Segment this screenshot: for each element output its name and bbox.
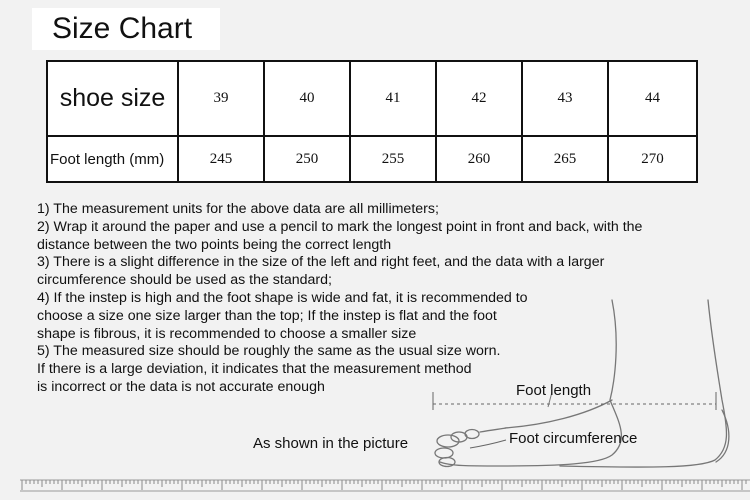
table-cell: 41 <box>350 61 436 136</box>
table-cell: 260 <box>436 136 522 182</box>
note-line: shape is fibrous, it is recommended to choose a smaller size <box>37 325 417 342</box>
note-line: is incorrect or the data is not accurate enough <box>37 378 325 395</box>
table-cell: 43 <box>522 61 608 136</box>
ruler-icon <box>20 470 750 492</box>
table-cell: 245 <box>178 136 264 182</box>
circumference-pointer <box>470 440 506 448</box>
table-cell: 270 <box>608 136 697 182</box>
foot-circumference-label: Foot circumference <box>509 430 638 447</box>
table-cell: 39 <box>178 61 264 136</box>
note-line: 4) If the instep is high and the foot shape is wide and fat, it is recommended to <box>37 289 528 306</box>
note-line: If there is a large deviation, it indicates that the measurement method <box>37 361 472 378</box>
row-label-foot-length: Foot length (mm) <box>47 136 178 182</box>
row-label-shoe-size: shoe size <box>47 61 178 136</box>
note-line: 1) The measurement units for the above data are all millimeters; <box>37 201 439 217</box>
page-title: Size Chart <box>32 8 220 50</box>
table-cell: 40 <box>264 61 350 136</box>
note-line: 3) There is a slight difference in the size of the left and right feet, and the data with a larger <box>37 254 605 271</box>
note-line: circumference should be used as the standard; <box>37 272 332 289</box>
foot-length-label: Foot length <box>516 382 592 399</box>
table-cell: 265 <box>522 136 608 182</box>
table-cell: 44 <box>608 61 697 136</box>
table-cell: 42 <box>436 61 522 136</box>
note-line: distance between the two points being the correct length <box>37 236 392 253</box>
table-cell: 250 <box>264 136 350 182</box>
diagram-caption: As shown in the picture <box>253 435 409 452</box>
table-cell: 255 <box>350 136 436 182</box>
note-line: 2) Wrap it around the paper and use a pencil to mark the longest point in front and back, with the <box>37 218 643 235</box>
note-line: choose a size one size larger than the top; If the instep is flat and the foot <box>37 307 497 324</box>
note-line: 5) The measured size should be roughly the same as the usual size worn. <box>37 343 501 360</box>
